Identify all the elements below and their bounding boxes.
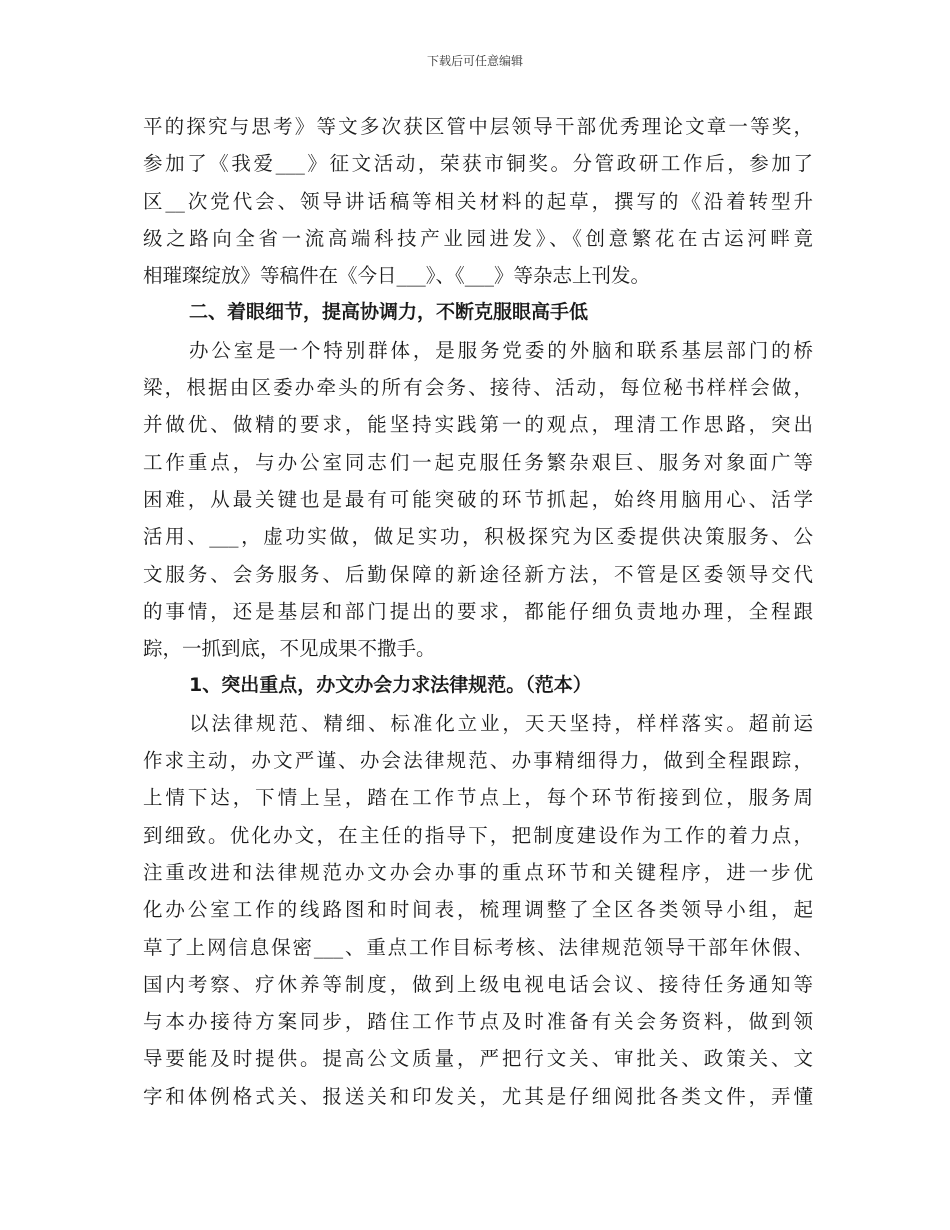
text-line: 作求主动，办文严谨、办会法律规范、办事精细得力，做到全程跟踪， — [143, 749, 813, 773]
text-line: 参加了《我爱___》征文活动，荣获市铜奖。分管政研工作后，参加了 — [143, 152, 813, 176]
text-line: 的事情，还是基层和部门提出的要求，都能仔细负责地办理，全程跟 — [143, 599, 813, 623]
text-line: 工作重点，与办公室同志们一起克服任务繁杂艰巨、服务对象面广等 — [143, 450, 813, 474]
text-line: 字和体例格式关、报送关和印发关，尤其是仔细阅批各类文件，弄懂 — [143, 1084, 813, 1108]
section-heading-3: 1、突出重点，办文办会力求法律规范。（范本） — [189, 674, 592, 697]
paragraph-3 — [143, 705, 813, 1115]
paragraph-1 — [143, 108, 813, 294]
text-line: 以法律规范、精细、标准化立业，天天坚持，样样落实。超前运 — [189, 711, 813, 735]
text-line: 级之路向全省一流高端科技产业园进发》、《创意繁花在古运河畔竟 — [143, 226, 813, 250]
text-line: 文服务、会务服务、后勤保障的新途径新方法，不管是区委领导交代 — [143, 562, 813, 586]
text-line: 困难，从最关键也是最有可能突破的环节抓起，始终用脑用心、活学 — [143, 487, 813, 511]
text-line: 平的探究与思考》等文多次获区管中层领导干部优秀理论文章一等奖， — [143, 115, 813, 138]
text-line: 相璀璨绽放》等稿件在《今日___》、《___》等杂志上刊发。 — [143, 264, 651, 288]
text-line: 到细致。优化办文，在主任的指导下，把制度建设作为工作的着力点， — [143, 823, 813, 847]
text-line: 与本办接待方案同步，踏住工作节点及时准备有关会务资料，做到领 — [143, 1010, 813, 1034]
text-line: 国内考察、疗休养等制度，做到上级电视电话会议、接待任务通知等 — [143, 972, 813, 996]
text-line: 上情下达，下情上呈，踏在工作节点上，每个环节衔接到位，服务周 — [143, 786, 813, 810]
text-line: 办公室是一个特别群体，是服务党委的外脑和联系基层部门的桥 — [189, 338, 813, 362]
text-line: 踪，一抓到底，不见成果不撒手。 — [143, 637, 436, 661]
paragraph-2 — [143, 332, 813, 668]
text-line: 草了上网信息保密___、重点工作目标考核、法律规范领导干部年休假、 — [143, 935, 813, 959]
document-body — [143, 108, 813, 1115]
text-line: 活用、___，虚功实做，做足实功，积极探究为区委提供决策服务、公 — [143, 525, 813, 549]
text-line: 并做优、做精的要求，能坚持实践第一的观点，理清工作思路，突出 — [143, 413, 813, 437]
text-line: 梁，根据由区委办牵头的所有会务、接待、活动，每位秘书样样会做， — [143, 376, 813, 400]
page-header: 下载后可任意编辑 — [426, 54, 523, 68]
text-line: 注重改进和法律规范办文办会办事的重点环节和关键程序，进一步优 — [143, 860, 813, 884]
text-line: 区__次党代会、领导讲话稿等相关材料的起草，撰写的《沿着转型升 — [143, 189, 813, 213]
section-heading-2: 二、着眼细节，提高协调力，不断克服眼高手低 — [189, 301, 589, 324]
text-line: 导要能及时提供。提高公文质量，严把行文关、审批关、政策关、文 — [143, 1047, 813, 1071]
text-line: 化办公室工作的线路图和时间表，梳理调整了全区各类领导小组，起 — [143, 898, 813, 922]
